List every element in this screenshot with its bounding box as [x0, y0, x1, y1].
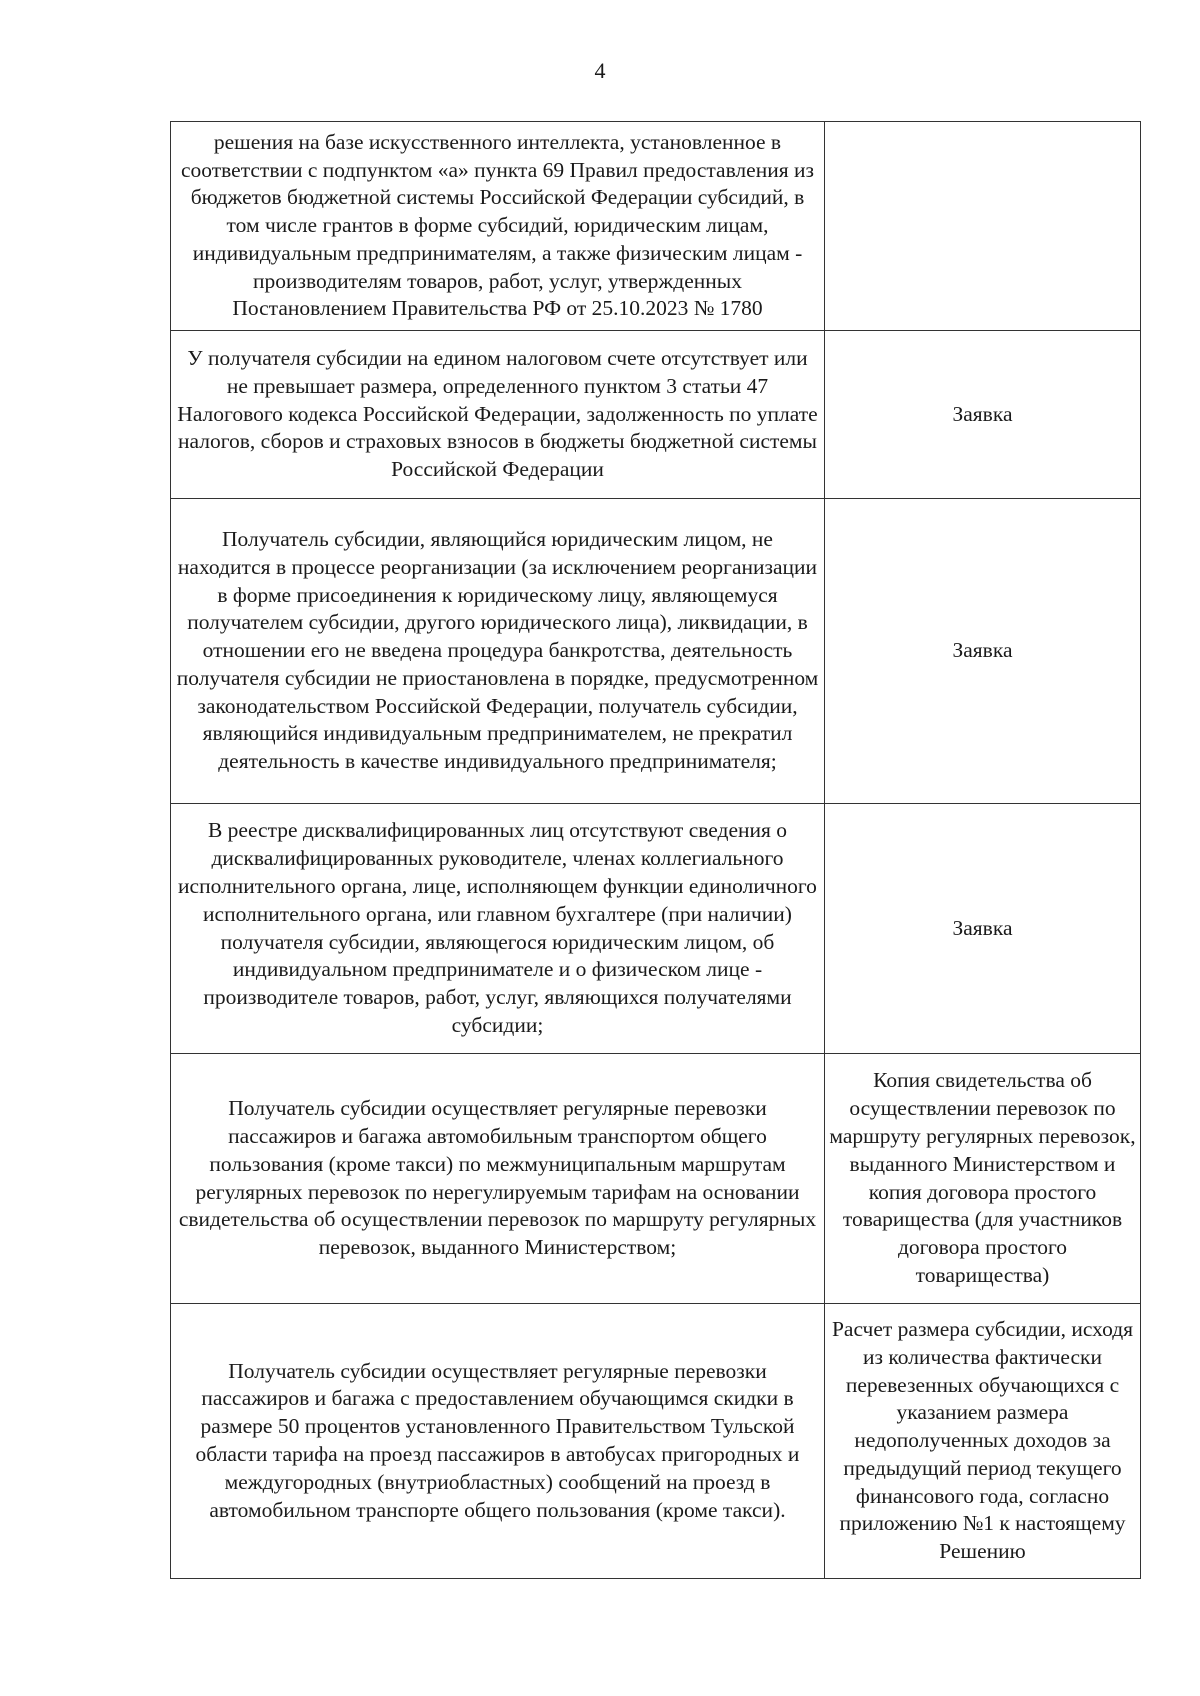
condition-text: У получателя субсидии на едином налоговом счете отсутствует или не превышает размера, определенного пунктом 3 статьи 47 Налогового кодекса Российской Федерации, задолженность по уплате налогов, сборов и страховых взносов в бюджеты бюджетной системы Российской Федерации: [177, 346, 818, 482]
document-cell: [825, 499, 1141, 804]
document-cell: [825, 1054, 1141, 1304]
document-cell: [825, 804, 1141, 1054]
condition-cell: [171, 1054, 825, 1304]
condition-text: Получатель субсидии, являющийся юридическим лицом, не находится в процессе реорганизации (за исключением реорганизации в форме присоединения к юридическому лицу, являющемуся получателем субсидии, другого юридического лица), ликвидации, в отношении его не введена процедура банкротства, деятельность получателя субсидии не приостановлена в порядке, предусмотренном законодательством Российской Федерации, получатель субсидии, являющийся индивидуальным предпринимателем, не прекратил деятельность в качестве индивидуального предпринимателя;: [176, 526, 819, 774]
document-cell: [825, 122, 1141, 331]
requirements-table: [170, 121, 1141, 1579]
condition-cell: [171, 499, 825, 804]
document-text: Расчет размера субсидии, исходя из количества фактически перевезенных обучающихся с указанием размера недополученных доходов за предыдущий период текущего финансового года, согласно приложению №1 к настоящему Решению: [831, 1316, 1134, 1564]
table-row: [171, 1304, 1141, 1579]
condition-cell: [171, 1304, 825, 1579]
document-text: Заявка: [952, 915, 1013, 940]
table-row: [171, 331, 1141, 499]
condition-cell: [171, 804, 825, 1054]
document-text: Копия свидетельства об осуществлении перевозок по маршруту регулярных перевозок, выданного Министерством и копия договора простого товарищества (для участников договора простого товарищества): [829, 1068, 1136, 1287]
document-text: Заявка: [952, 638, 1013, 663]
condition-text: Получатель субсидии осуществляет регулярные перевозки пассажиров и багажа автомобильным транспортом общего пользования (кроме такси) по межмуниципальным маршрутам регулярных перевозок по нерегулируемым тарифам на основании свидетельства об осуществлении перевозок по маршруту регулярных перевозок, выданного Министерством;: [178, 1096, 817, 1260]
document-text: Заявка: [952, 401, 1013, 426]
condition-cell: [171, 331, 825, 499]
table-row: [171, 499, 1141, 804]
document-cell: [825, 1304, 1141, 1579]
table-row: [171, 122, 1141, 331]
table-row: [171, 804, 1141, 1054]
condition-text: В реестре дисквалифицированных лиц отсутствуют сведения о дисквалифицированных руководителе, членах коллегиального исполнительного органа, лице, исполняющем функции единоличного исполнительного органа, или главном бухгалтере (при наличии) получателя субсидии, являющегося юридическим лицом, об индивидуальном предпринимателе и о физическом лице - производителе товаров, работ, услуг, являющихся получателями субсидии;: [178, 818, 817, 1037]
condition-text: Получатель субсидии осуществляет регулярные перевозки пассажиров и багажа с предоставлением обучающимся скидки в размере 50 процентов установленного Правительством Тульской области тарифа на проезд пассажиров в автобусах пригородных и междугородных (внутриобластных) сообщений на проезд в автомобильном транспорте общего пользования (кроме такси).: [195, 1358, 800, 1522]
condition-cell: [171, 122, 825, 331]
document-cell: [825, 331, 1141, 499]
condition-text: решения на базе искусственного интеллекта, установленное в соответствии с подпунктом «а» пункта 69 Правил предоставления из бюджетов бюджетной системы Российской Федерации субсидий, в том числе грантов в форме субсидий, юридическим лицам, индивидуальным предпринимателям, а также физическим лицам - производителям товаров, работ, услуг, утвержденных Постановлением Правительства РФ от 25.10.2023 № 1780: [181, 129, 814, 321]
page-number: 4: [594, 58, 606, 83]
table-row: [171, 1054, 1141, 1304]
